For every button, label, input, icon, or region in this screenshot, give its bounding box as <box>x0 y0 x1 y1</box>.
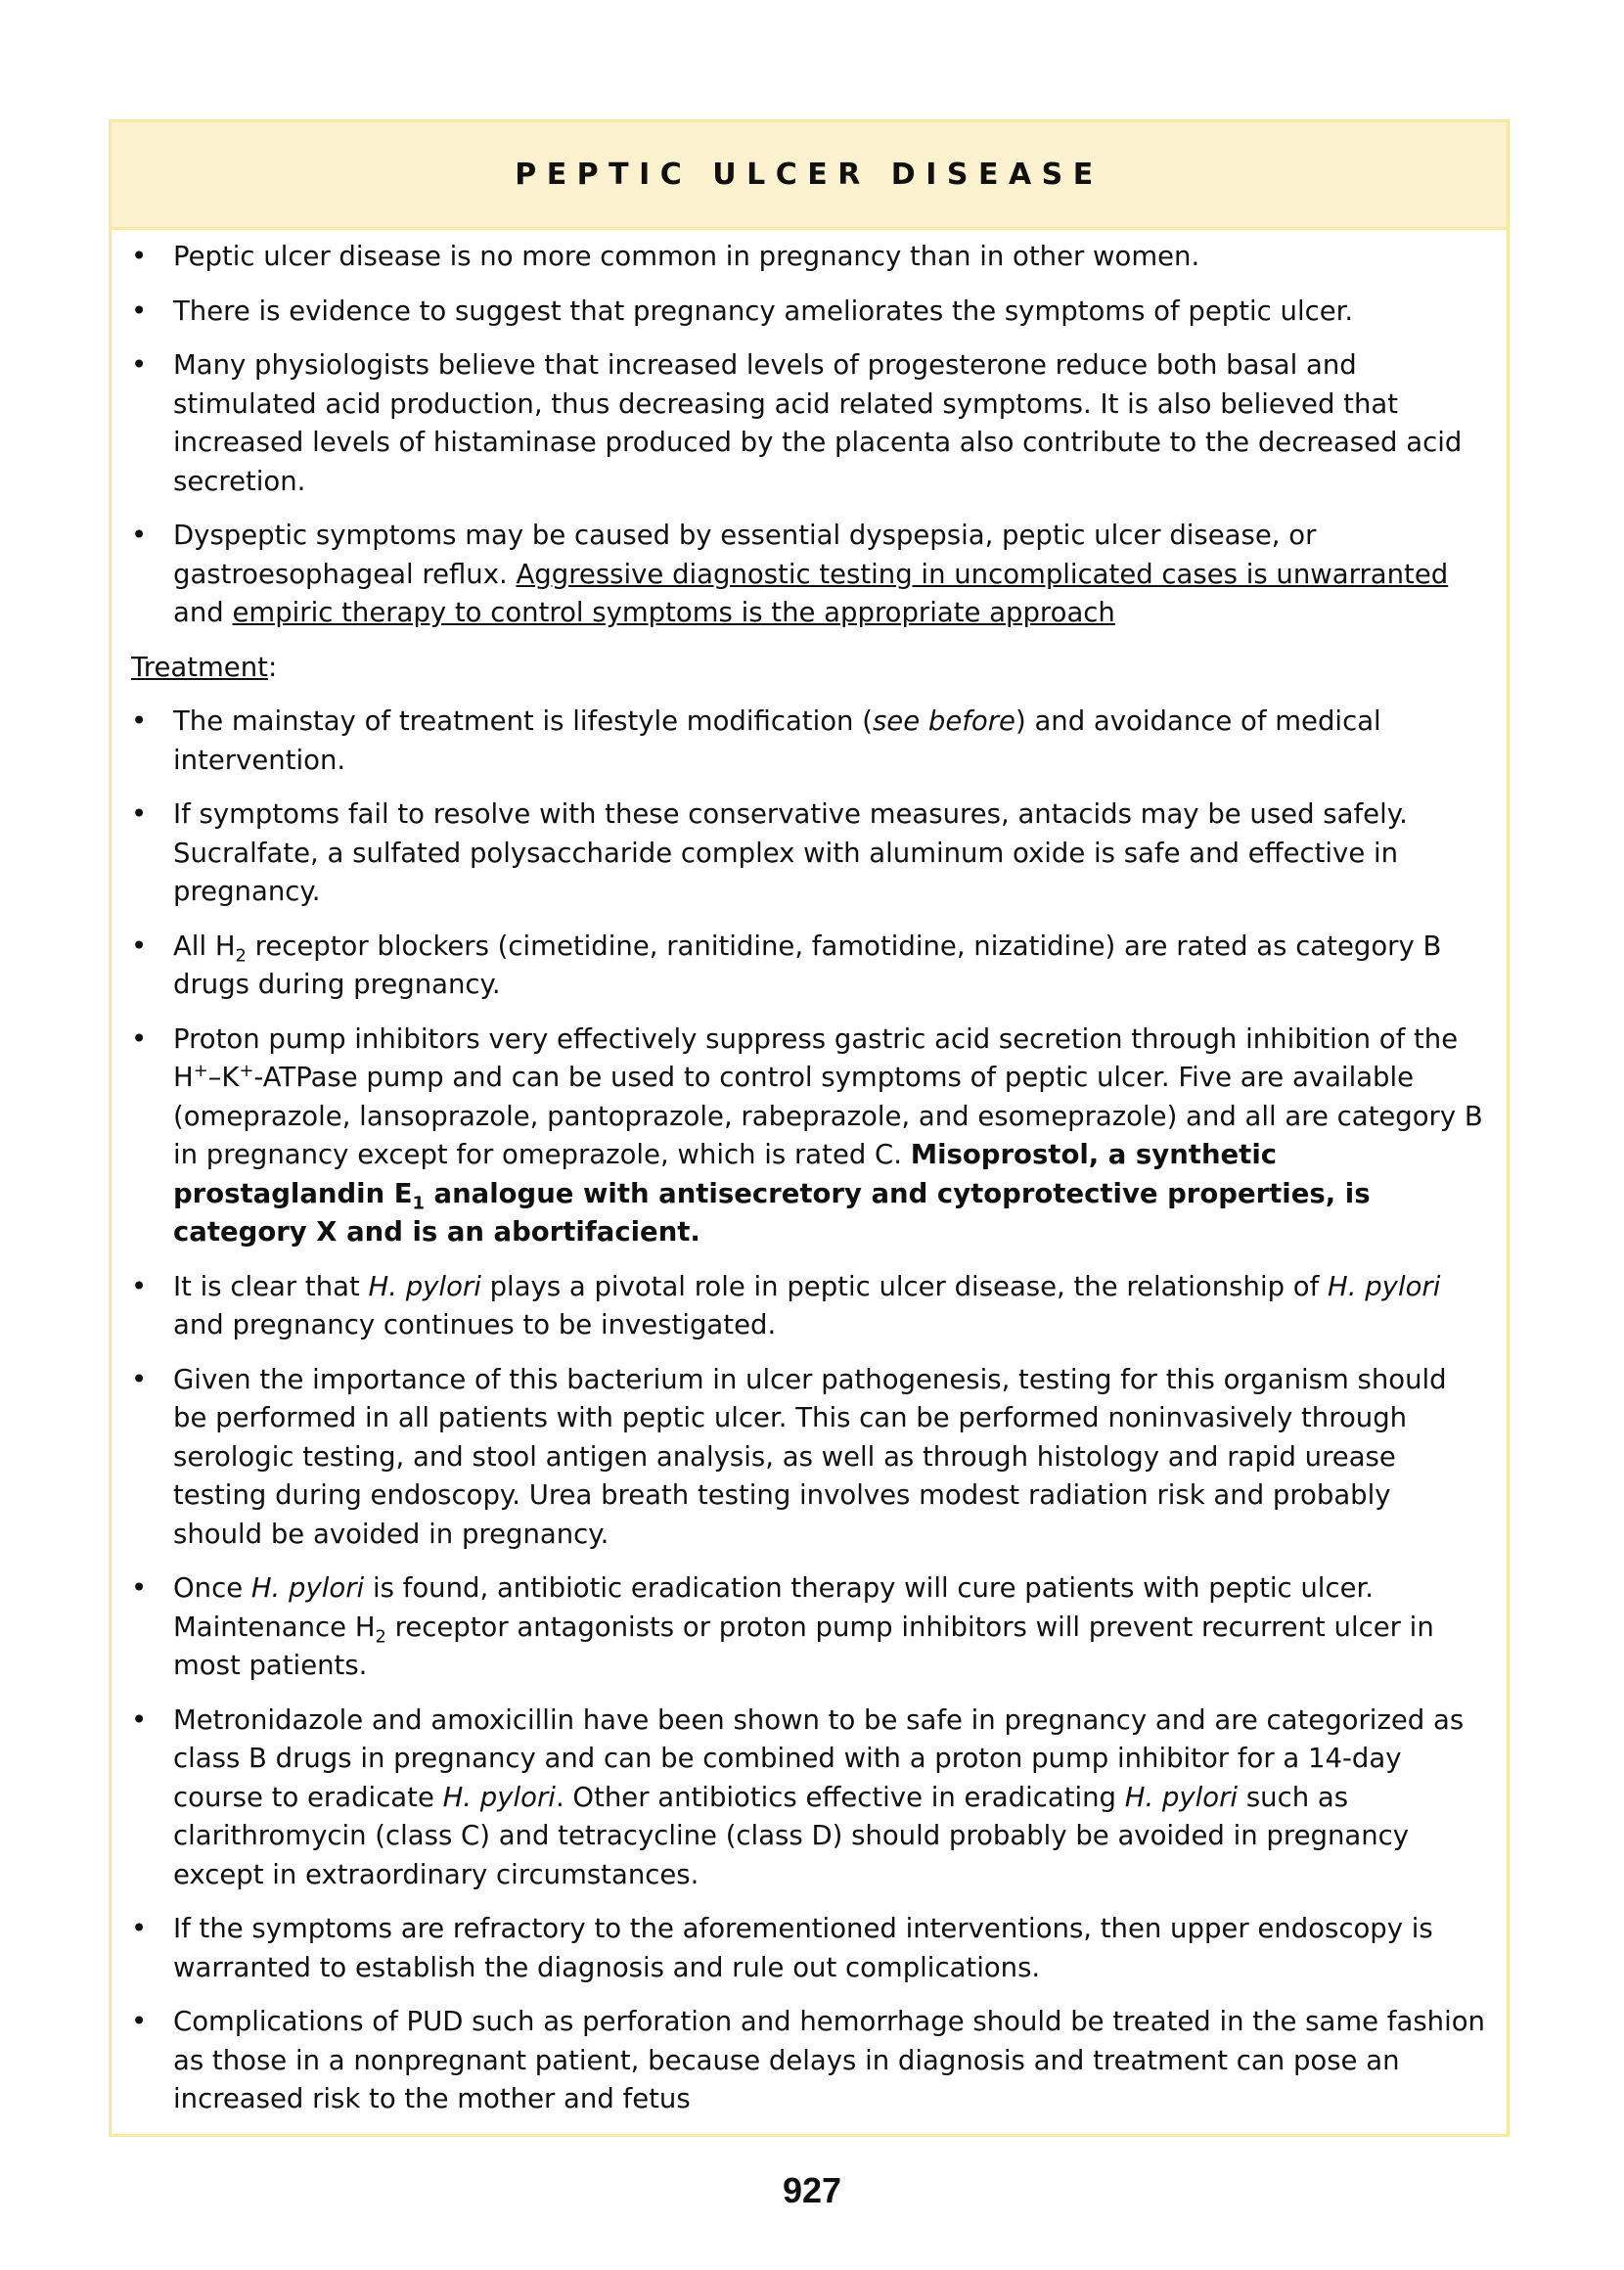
list-item <box>131 1702 1487 1895</box>
item-text: ) and avoidance of medical intervention. <box>173 705 1381 776</box>
bullet-icon: • <box>131 930 148 962</box>
superscript: + <box>239 1060 254 1081</box>
treatment-colon: : <box>267 651 278 683</box>
item-text: It is clear that <box>173 1270 360 1302</box>
bullet-icon: • <box>131 1703 148 1736</box>
page-number: 927 <box>782 2170 842 2210</box>
bullet-icon: • <box>131 295 148 327</box>
item-text: Proton pump inhibitors very effectively suppress gastric acid secretion through inhibition of the H <box>173 1022 1459 1093</box>
bullet-icon: • <box>131 1363 148 1395</box>
bullet-icon: • <box>131 1270 148 1302</box>
list-item <box>131 238 1487 277</box>
subscript: 1 <box>412 1193 425 1213</box>
item-text: Once <box>173 1572 244 1604</box>
italic-text: H. pylori <box>368 1270 481 1302</box>
bullet-icon: • <box>131 1913 148 1944</box>
subscript: 2 <box>375 1626 386 1647</box>
list-item <box>131 2003 1487 2119</box>
page-title: PEPTIC ULCER DISEASE <box>515 158 1104 192</box>
item-text: –K <box>207 1062 240 1093</box>
list-item <box>131 795 1487 912</box>
content-body <box>112 230 1507 2119</box>
list-item <box>131 293 1487 332</box>
bold-text: Misoprostol, a synthetic prostaglandin E <box>173 1139 1278 1209</box>
item-text: such as clarithromycin (class C) and tetracycline (class D) should probably be avoided in pregnancy except in extraordinary circumstances. <box>173 1781 1410 1890</box>
item-text: . Other antibiotics effective in eradicating <box>555 1781 1117 1813</box>
list-item <box>131 928 1487 1005</box>
list-item <box>131 703 1487 780</box>
item-text: Peptic ulcer disease is no more common in pregnancy than in other women. <box>173 241 1200 272</box>
list-item <box>131 1361 1487 1555</box>
treatment-label: Treatment <box>131 651 268 683</box>
italic-text: H. pylori <box>250 1572 365 1604</box>
item-text: If the symptoms are refractory to the aforementioned interventions, then upper endoscopy is warranted to establish the diagnosis and rule out complications. <box>173 1913 1433 1983</box>
item-text: All H <box>173 930 236 962</box>
superscript: + <box>193 1060 208 1081</box>
item-text: The mainstay of treatment is lifestyle modification ( <box>173 705 873 737</box>
list-item <box>131 1910 1487 1987</box>
item-text: and pregnancy continues to be investigated. <box>173 1309 777 1340</box>
italic-text: see before <box>872 705 1015 737</box>
bullet-icon: • <box>131 520 148 551</box>
subscript: 2 <box>235 945 247 966</box>
bold-text: analogue with antisecretory and cytoprotective properties, is category X and is an abortifacient. <box>173 1177 1371 1248</box>
underlined-text: empiric therapy to control symptoms is the appropriate approach <box>232 597 1115 628</box>
italic-text: H. pylori <box>1328 1270 1441 1302</box>
item-text: Complications of PUD such as perforation and hemorrhage should be treated in the same fashion as those in a nonpregnant patient, because delays in diagnosis and treatment can pose an increased risk to the mother and fetus <box>173 2006 1485 2114</box>
list-item <box>131 1268 1487 1345</box>
item-text: Dyspeptic symptoms may be caused by essential dyspepsia, peptic ulcer disease, or gastroesophageal reflux. <box>173 520 1317 590</box>
item-text: There is evidence to suggest that pregnancy ameliorates the symptoms of peptic ulcer. <box>173 295 1354 327</box>
italic-text: H. pylori <box>442 1781 556 1813</box>
bullet-icon: • <box>131 1022 148 1055</box>
bullet-icon: • <box>131 2006 148 2037</box>
bullet-icon: • <box>131 705 148 737</box>
list-item <box>131 517 1487 633</box>
italic-text: H. pylori <box>1124 1781 1239 1813</box>
treatment-heading <box>131 649 1487 688</box>
item-text: receptor antagonists or proton pump inhibitors will prevent recurrent ulcer in most patients. <box>173 1611 1434 1681</box>
item-text: and <box>173 597 224 628</box>
title-banner <box>112 122 1507 230</box>
bullet-icon: • <box>131 241 148 272</box>
bullet-icon: • <box>131 349 148 381</box>
item-text: Metronidazole and amoxicillin have been shown to be safe in pregnancy and are categorized as class B drugs in pregnancy and can be combined with a proton pump inhibitor for a 14-day course to eradicate <box>173 1703 1465 1813</box>
item-text: Given the importance of this bacterium in ulcer pathogenesis, testing for this organism should be performed in all patients with peptic ulcer. This can be performed noninvasively through serologic testing, and stool antigen analysis, as well as through histology and rapid urease testing during endoscopy. Urea breath testing involves modest radiation risk and probably should be avoided in pregnancy. <box>173 1363 1447 1550</box>
list-item <box>131 1021 1487 1252</box>
list-item <box>131 346 1487 501</box>
bullet-icon: • <box>131 1572 148 1604</box>
underlined-text: Aggressive diagnostic testing in uncomplicated cases is unwarranted <box>516 558 1449 590</box>
item-text: receptor blockers (cimetidine, ranitidine, famotidine, nizatidine) are rated as category B drugs during pregnancy. <box>173 930 1442 1000</box>
bullet-icon: • <box>131 798 148 830</box>
item-text: Many physiologists believe that increased levels of progesterone reduce both basal and stimulated acid production, thus decreasing acid related symptoms. It is also believed that increased levels of histaminase produced by the placenta also contribute to the decreased acid secretion. <box>173 349 1463 497</box>
content-box <box>109 119 1510 2137</box>
list-item <box>131 1569 1487 1686</box>
item-text: If symptoms fail to resolve with these conservative measures, antacids may be used safely. Sucralfate, a sulfated polysaccharide complex with aluminum oxide is safe and effective in pregnancy. <box>173 798 1408 907</box>
item-text: -ATPase pump and can be used to control symptoms of peptic ulcer. Five are available (omeprazole, lansoprazole, pantoprazole, rabeprazole, and esomeprazole) and all are category B in pregnancy except for omeprazole, which is rated C. <box>173 1062 1483 1170</box>
item-text: plays a pivotal role in peptic ulcer disease, the relationship of <box>489 1270 1320 1302</box>
item-text: is found, antibiotic eradication therapy will cure patients with peptic ulcer. Maintenance H <box>173 1572 1375 1643</box>
